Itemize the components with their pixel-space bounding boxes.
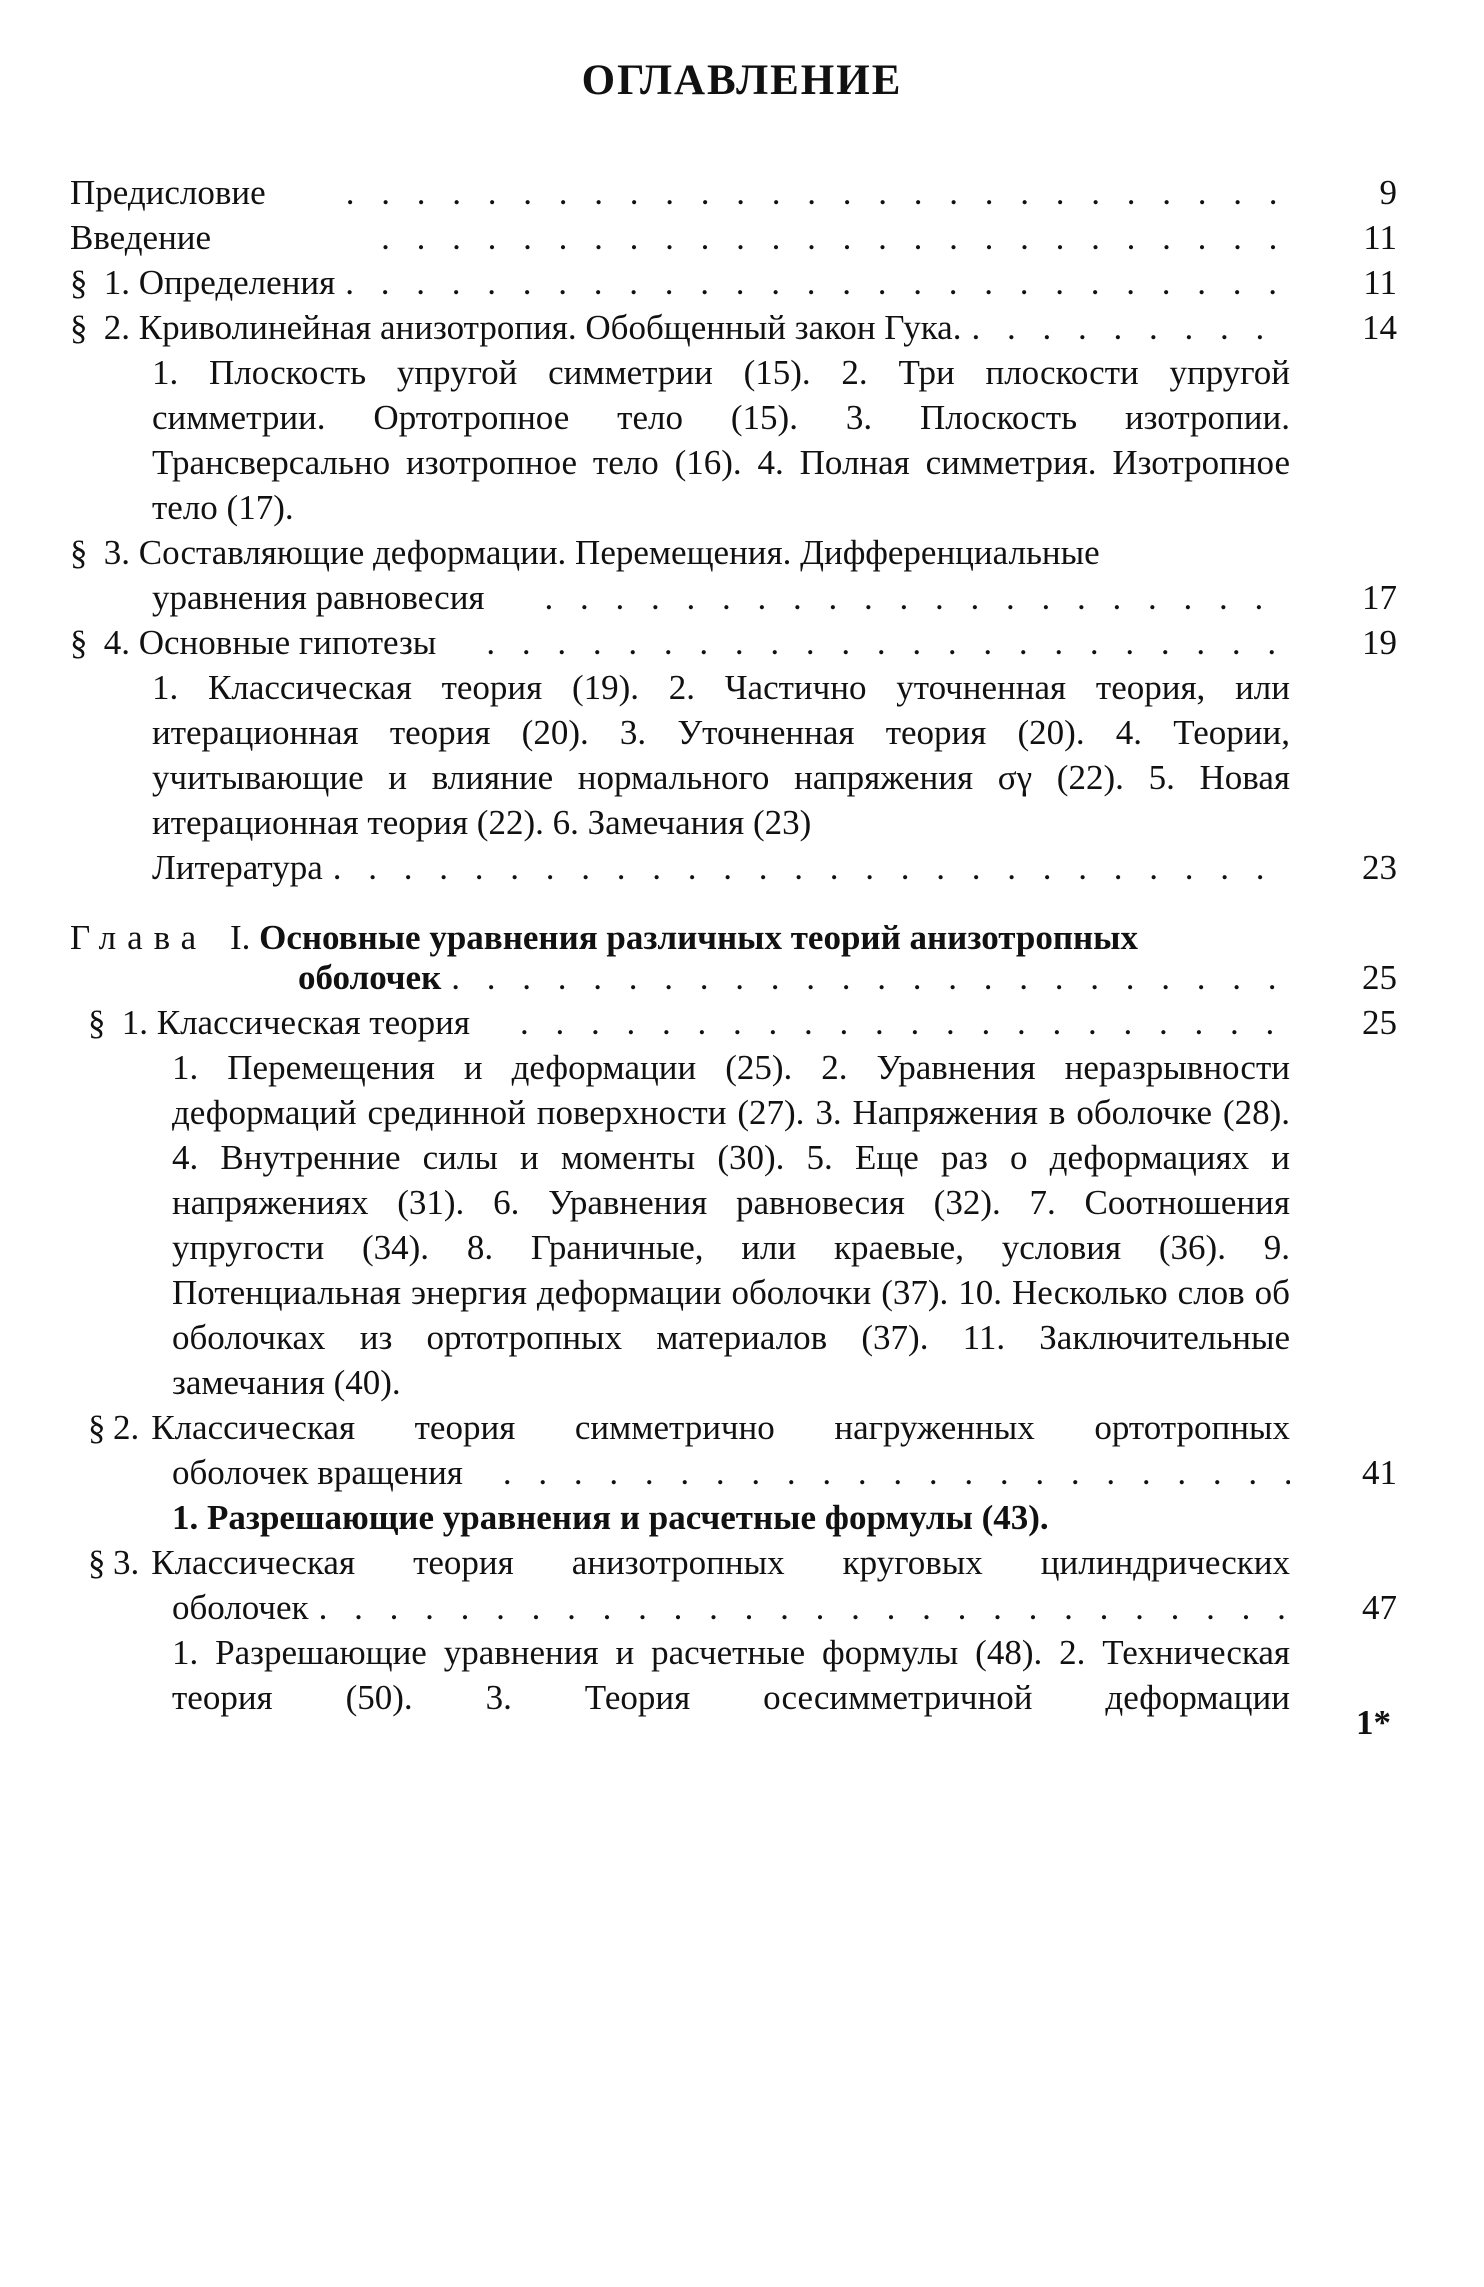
toc-entry-ch1-section-3 (88, 1540, 1290, 1585)
leader-dots (436, 620, 1290, 665)
page-number: 11 (1363, 263, 1397, 302)
entry-label: § 4. Основные гипотезы (70, 620, 436, 665)
entry-label: § 1. Классическая теория (88, 1000, 470, 1045)
toc-entry-ch1-section-2 (88, 1405, 1290, 1450)
leader-dots (211, 215, 1290, 260)
toc-entry-preface (70, 170, 1290, 215)
toc-entry-ch1-section-2-cont (172, 1450, 1290, 1495)
chapter-word: Глава (70, 918, 208, 957)
leader-dots (323, 845, 1290, 890)
entry-label: § 2. Криволинейная анизотропия. Обобщенный закон Гука. (70, 305, 961, 350)
toc-entry-section-3 (70, 530, 1290, 575)
entry-description: 1. Разрешающие уравнения и расчетные формулы (48). 2. Техническая теория (50). 3. Теория осесимметричной деформации (172, 1633, 1290, 1717)
entry-label: § 1. Определения (70, 260, 335, 305)
toc-entry-section-4 (70, 620, 1290, 665)
page-number: 23 (1362, 848, 1397, 887)
leader-dots (441, 955, 1290, 1000)
toc-entry-ch1-section-3-cont (172, 1585, 1290, 1630)
entry-label: Предисловие (70, 173, 266, 212)
page-title: ОГЛАВЛЕНИЕ (581, 57, 903, 104)
leader-dots (485, 575, 1290, 620)
entry-label: оболочек вращения (172, 1453, 463, 1492)
entry-description: 1. Разрешающие уравнения и расчетные формулы (43). (172, 1498, 1049, 1537)
leader-dots (309, 1585, 1290, 1630)
toc-entry-introduction (70, 215, 1290, 260)
toc-entry-section-2 (70, 305, 1290, 350)
signature-mark: 1* (1356, 1703, 1391, 1742)
leader-dots (266, 170, 1290, 215)
section-number: 3. (103, 533, 130, 572)
chapter-heading-cont (298, 955, 1290, 1000)
leader-dots (463, 1450, 1290, 1495)
leader-dots (961, 305, 1290, 350)
chapter-number: I. (229, 918, 251, 957)
page-number: 19 (1362, 623, 1397, 662)
entry-label: Классическая теория симметрично нагруженных ортотропных (151, 1408, 1290, 1447)
leader-dots (470, 1000, 1290, 1045)
entry-label: § 3. Составляющие деформации. Перемещения. Дифференциальные (70, 530, 1100, 575)
section-number: 2. (103, 308, 130, 347)
section-number: 4. (103, 623, 130, 662)
section-mark: § (70, 308, 88, 347)
entry-label: уравнения равновесия (152, 578, 485, 617)
entry-description: 1. Плоскость упругой симметрии (15). 2. Три плоскости упругой симметрии. Ортотропное тело (15). 3. Плоскость изотропии. Трансверсально изотропное тело (16). 4. Полная симметрия. Изотропное тело (17). (152, 353, 1290, 527)
section-mark: § (88, 1543, 106, 1582)
page-number: 9 (1379, 173, 1397, 212)
section-mark: § (70, 533, 88, 572)
entry-description: 1. Классическая теория (19). 2. Частично уточненная теория, или итерационная теория (20). 3. Уточненная теория (20). 4. Теории, учитывающие и влияние нормального напряжения σγ (22). 5. Новая итерационная теория (22). 6. Замечания (23) (152, 668, 1290, 842)
toc-entry-ch1-section-1 (88, 1000, 1290, 1045)
section-number: 2. (113, 1408, 140, 1447)
toc-entry-section-3-cont (152, 575, 1290, 620)
section-number: 3. (113, 1543, 140, 1582)
page-number: 47 (1362, 1588, 1397, 1627)
section-mark: § (88, 1003, 106, 1042)
leader-dots (335, 260, 1290, 305)
page-number: 11 (1363, 218, 1397, 257)
page-number: 25 (1362, 1003, 1397, 1042)
entry-label: Литература (152, 848, 323, 887)
chapter-heading (70, 915, 1290, 960)
entry-description: 1. Перемещения и деформации (25). 2. Уравнения неразрывности деформаций срединной поверхности (27). 3. Напряжения в оболочке (28). 4. Внутренние силы и моменты (30). 5. Еще раз о деформациях и напряжениях (31). 6. Уравнения равновесия (32). 7. Соотношения упругости (34). 8. Граничные, или краевые, условия (36). 9. Потенциальная энергия деформации оболочки (37). 10. Несколько слов об оболочках из ортотропных материалов (37). 11. Заключительные замечания (40). (172, 1048, 1290, 1402)
chapter-title: Основные уравнения различных теорий анизотропных (259, 918, 1138, 957)
page-number: 41 (1362, 1453, 1397, 1492)
entry-label: Классическая теория анизотропных круговых цилиндрических (151, 1543, 1290, 1582)
chapter-title-cont: оболочек (298, 958, 442, 997)
page-number: 25 (1362, 958, 1397, 997)
entry-label: оболочек (172, 1588, 309, 1627)
entry-label: Введение (70, 218, 212, 257)
chapter-label (70, 915, 1138, 960)
toc-entry-references (152, 845, 1290, 890)
section-mark: § (88, 1408, 106, 1447)
page-number: 17 (1362, 578, 1397, 617)
section-mark: § (70, 263, 88, 302)
section-mark: § (70, 623, 88, 662)
section-number: 1. (121, 1003, 148, 1042)
toc-entry-section-1 (70, 260, 1290, 305)
page-number: 14 (1362, 308, 1397, 347)
section-number: 1. (103, 263, 130, 302)
